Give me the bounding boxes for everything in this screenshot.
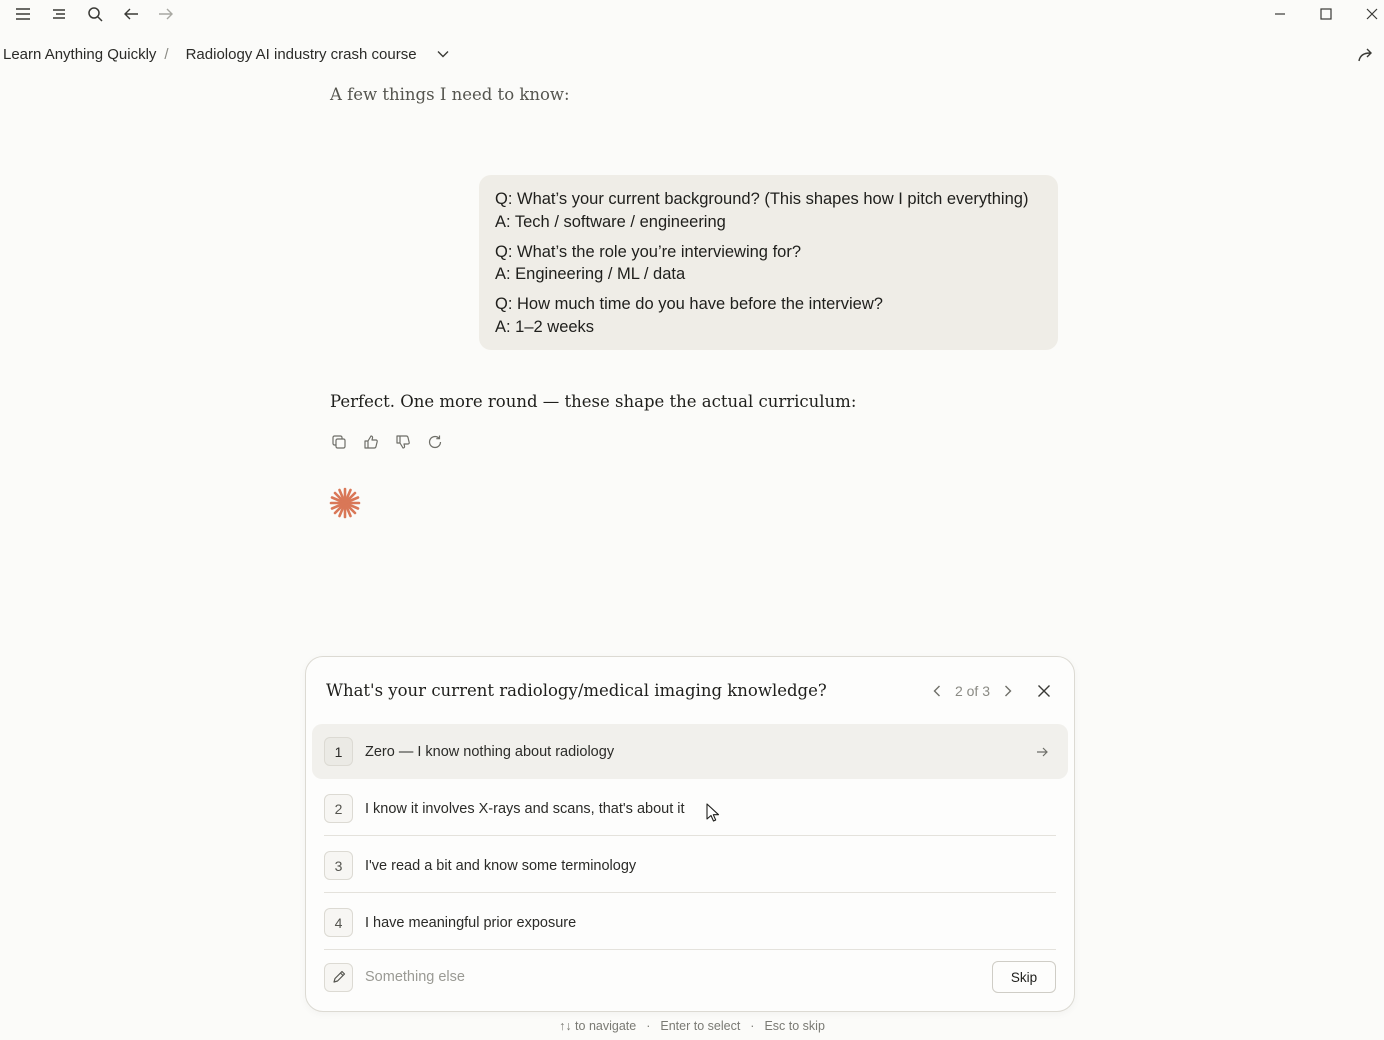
sidebar-toggle-icon[interactable]: [48, 3, 70, 25]
message-actions: [328, 432, 446, 452]
close-icon[interactable]: [1034, 681, 1054, 701]
breadcrumb-project-link[interactable]: Learn Anything Quickly: [3, 45, 157, 63]
chevron-left-icon[interactable]: [929, 683, 945, 699]
breadcrumb-separator: /: [164, 45, 169, 63]
option-label: I've read a bit and know some terminology: [365, 857, 637, 874]
something-else-input[interactable]: [365, 969, 965, 985]
back-arrow-icon[interactable]: [120, 3, 142, 25]
keyboard-hints: ↑↓ to navigate · Enter to select · Esc to skip: [559, 1019, 825, 1033]
option-list: [312, 724, 1068, 950]
minimize-icon[interactable]: [1269, 3, 1291, 25]
question-pager: [929, 683, 1016, 699]
forward-arrow-icon[interactable]: [155, 3, 177, 25]
answer-text: A: 1–2 weeks: [495, 317, 595, 336]
maximize-icon[interactable]: [1315, 3, 1337, 25]
answer-pair: [495, 293, 1042, 338]
assistant-intro-text: A few things I need to know:: [330, 85, 570, 104]
chevron-down-icon[interactable]: [435, 46, 451, 62]
thumbs-up-icon[interactable]: [360, 432, 382, 452]
pager-label: 2 of 3: [954, 683, 990, 699]
answer-pair: [495, 188, 1042, 233]
question-text: Q: What’s your current background? (This shapes how I pitch everything): [495, 190, 1029, 208]
retry-icon[interactable]: [424, 432, 446, 452]
option-number: 4: [324, 908, 353, 937]
answer-pair: [495, 241, 1042, 286]
assistant-reply-text: Perfect. One more round — these shape the actual curriculum:: [330, 392, 857, 411]
option-item[interactable]: [312, 724, 1068, 779]
assistant-logo-icon: [328, 486, 362, 520]
question-card: [305, 656, 1075, 1012]
mouse-cursor-icon: [706, 803, 720, 823]
arrow-right-icon: [1034, 744, 1050, 760]
something-else-row: [324, 959, 1056, 995]
title-bar: [0, 0, 1384, 28]
breadcrumb: [3, 43, 451, 65]
option-number: 1: [324, 737, 353, 766]
question-text: Q: How much time do you have before the interview?: [495, 295, 883, 313]
skip-button[interactable]: Skip: [992, 961, 1056, 993]
thumbs-down-icon[interactable]: [392, 432, 414, 452]
answer-text: A: Tech / software / engineering: [495, 212, 726, 231]
share-icon[interactable]: [1354, 44, 1376, 66]
option-item[interactable]: [312, 895, 1068, 950]
user-message-bubble: [479, 175, 1058, 350]
option-number: 2: [324, 794, 353, 823]
copy-icon[interactable]: [328, 432, 350, 452]
hint-navigate: ↑↓ to navigate: [559, 1019, 637, 1033]
chevron-right-icon[interactable]: [1000, 683, 1016, 699]
hint-skip: Esc to skip: [764, 1019, 825, 1033]
answer-text: A: Engineering / ML / data: [495, 265, 686, 283]
close-window-icon[interactable]: [1361, 3, 1383, 25]
search-icon[interactable]: [84, 3, 106, 25]
question-title: What's your current radiology/medical imaging knowledge?: [326, 681, 827, 700]
hint-select: Enter to select: [660, 1019, 741, 1033]
option-label: I know it involves X-rays and scans, that's about it: [365, 800, 685, 817]
option-item[interactable]: [312, 781, 1068, 836]
option-label: I have meaningful prior exposure: [365, 914, 577, 931]
option-label: Zero — I know nothing about radiology: [365, 743, 615, 760]
question-text: Q: What’s the role you’re interviewing for?: [495, 242, 801, 261]
pencil-icon: [324, 963, 353, 992]
menu-icon[interactable]: [12, 3, 34, 25]
option-item[interactable]: [312, 838, 1068, 893]
option-number: 3: [324, 851, 353, 880]
conversation-title[interactable]: Radiology AI industry crash course: [185, 45, 417, 63]
